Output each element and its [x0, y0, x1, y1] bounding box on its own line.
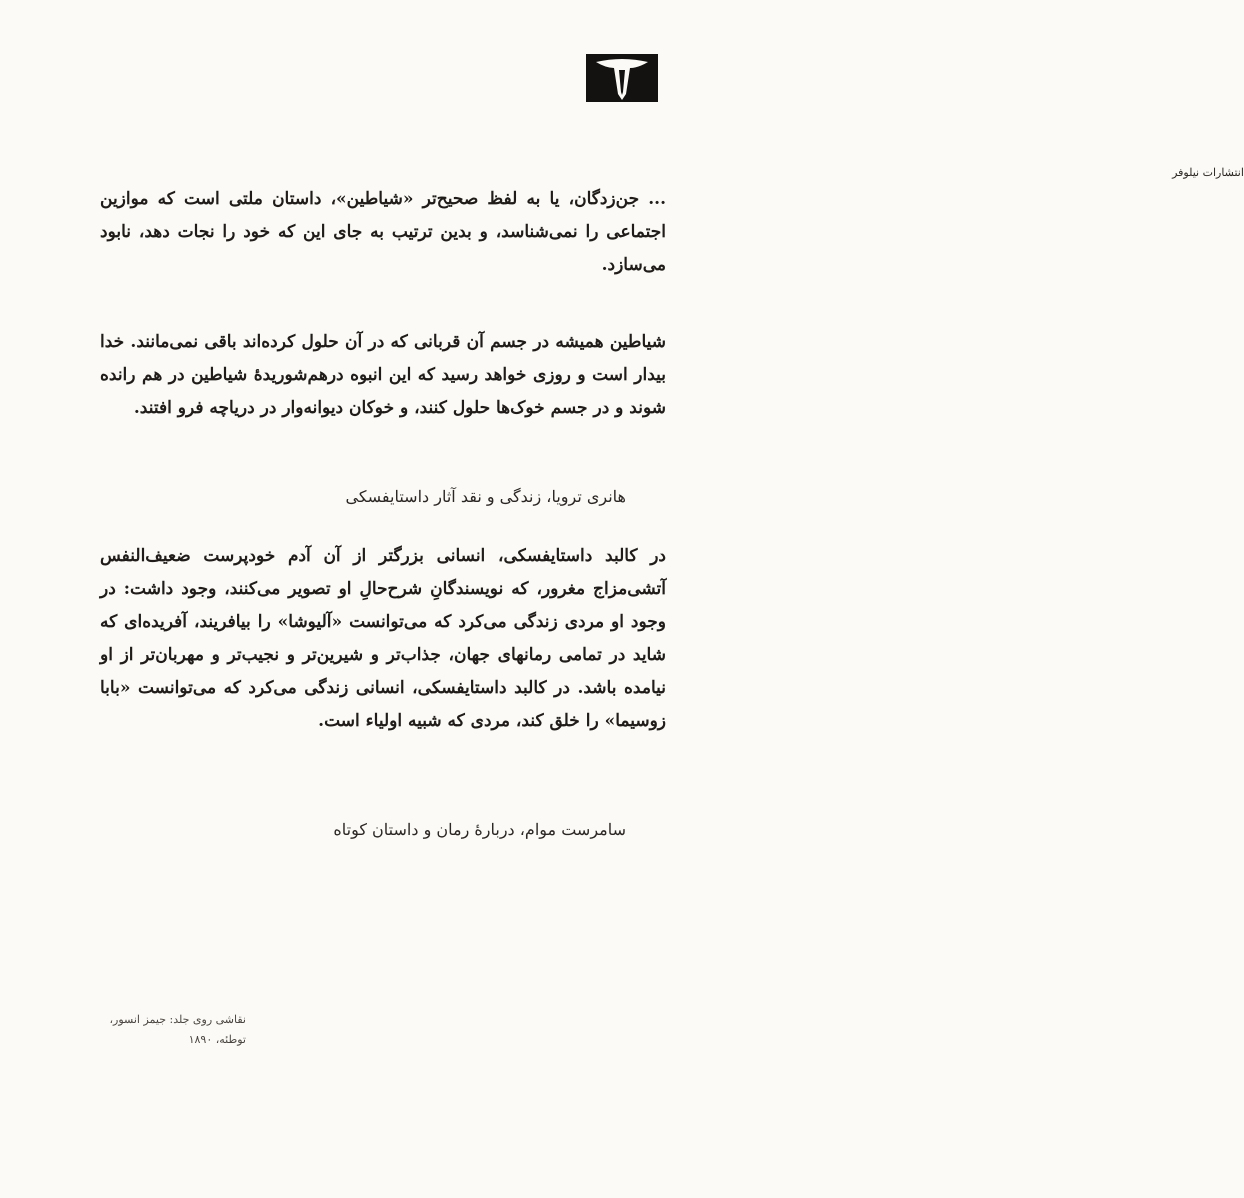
quote-attribution-2: سامرست موام، دربارهٔ رمان و داستان کوتاه [333, 820, 626, 839]
quote-attribution-1: هانری ترویا، زندگی و نقد آثار داستایفسکی [345, 487, 626, 506]
quote-paragraph-1: ... جن‌زدگان، یا به لفظ صحیح‌تر «شیاطین»، داستان ملتی است که موازین اجتماعی را نمی‌شناسد، و بدین ترتیب به جای این که خود را نجات دهد، نابود می‌سازد. [100, 189, 666, 275]
cover-credit-line-1: نقاشی روی جلد: جیمز انسور، [109, 1013, 246, 1026]
publisher-logo [586, 54, 1244, 179]
cover-credit-line-2: توطئه، ۱۸۹۰ [188, 1033, 246, 1046]
niloufar-publisher-logo-icon [586, 54, 658, 102]
quote-paragraph-2: شیاطین همیشه در جسم آن قربانی که در آن حلول کرده‌اند باقی نمی‌مانند. خدا بیدار است و روزی خواهد رسید که این انبوه درهم‌شوریدهٔ شیاطین در هم رانده شوند و در جسم خوک‌ها حلول کنند، و خوکان دیوانه‌وار در دریاچه فرو افتند. [100, 332, 666, 418]
quote-paragraph-3: در کالبد داستایفسکی، انسانی بزرگتر از آن آدم خودپرست ضعیف‌النفس آتشی‌مزاج مغرور، که نویسندگانِ شرح‌حالِ او تصویر می‌کنند، وجود داشت: در وجود او مردی زندگی می‌کرد که می‌توانست «آلیوشا» را بیافریند، آفریده‌ای که شاید در تمامی رمانهای جهان، جذاب‌تر و شیرین‌تر و نجیب‌تر و مهربان‌تر از او نیامده باشد. در کالبد داستایفسکی، انسانی زندگی می‌کرد که می‌توانست «بابا زوسیما» را خلق کند، مردی که شبیه اولیاء است. [100, 546, 666, 731]
publisher-name: انتشارات نیلوفر [1172, 166, 1244, 179]
